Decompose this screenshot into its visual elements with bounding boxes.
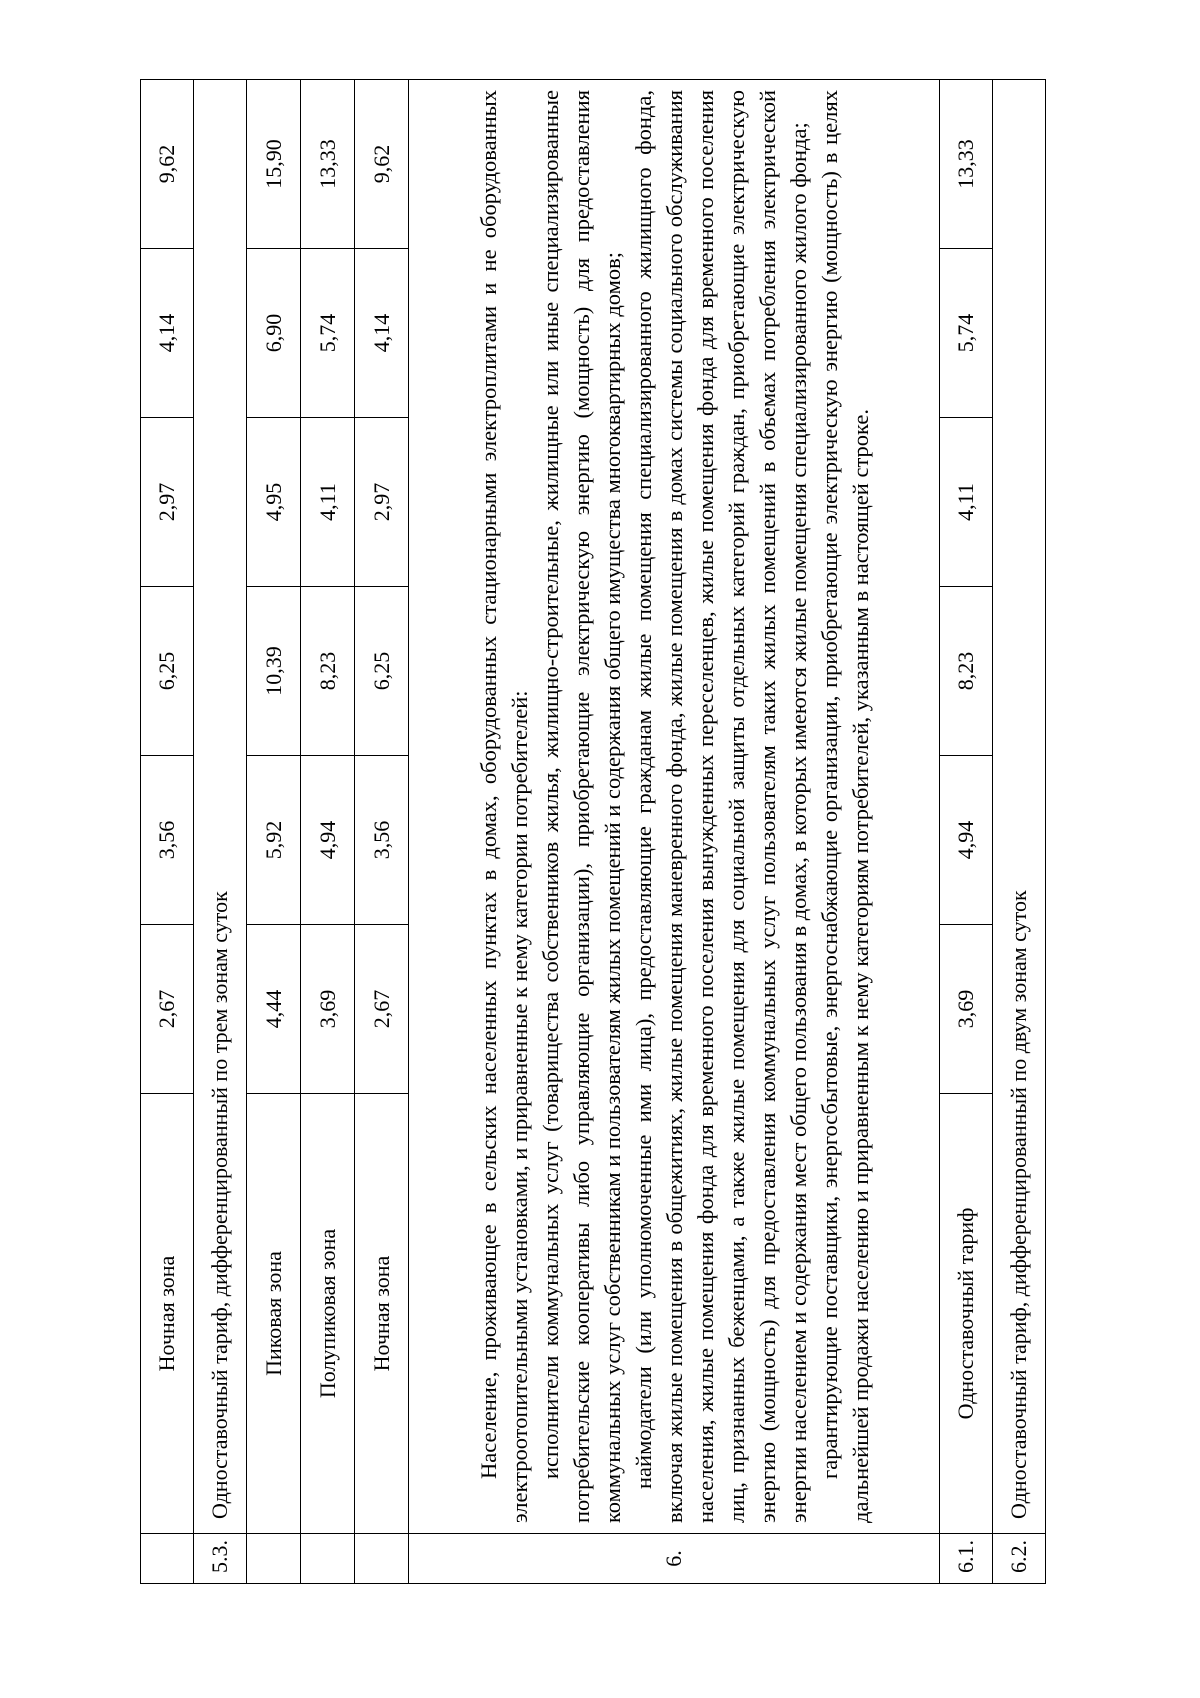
description-paragraph: исполнители коммунальных услуг (товарищества собственников жилья, жилищно-строительные, жилищные или иные специализированные потребительские кооперативы либо управляющие организации), приобретающие электрическую энергию (мощность) для предоставления коммунальных услуг собственникам и пользователям жилых помещений и содержания общего имущества многоквартирных домов; bbox=[537, 90, 625, 1523]
row-number bbox=[355, 1534, 409, 1584]
row-name: Ночная зона bbox=[355, 1094, 409, 1534]
value-cell: 4,14 bbox=[141, 249, 194, 418]
tariff-table bbox=[140, 79, 1046, 1584]
table-row bbox=[301, 80, 355, 1584]
table-row bbox=[141, 80, 194, 1584]
row-name: Одноставочный тариф bbox=[940, 1094, 993, 1534]
table-row bbox=[940, 80, 993, 1584]
value-cell: 4,95 bbox=[247, 418, 301, 587]
row-number bbox=[247, 1534, 301, 1584]
row-name: Пиковая зона bbox=[247, 1094, 301, 1534]
value-cell: 4,14 bbox=[355, 249, 409, 418]
row-number: 5.3. bbox=[194, 1534, 247, 1584]
value-cell: 2,67 bbox=[141, 925, 194, 1094]
row-number: 6.2. bbox=[993, 1534, 1046, 1584]
description-paragraph: Население, проживающее в сельских населенных пунктах в домах, оборудованных стационарными электроплитами и не оборудованных электроотопительными установками, и приравненные к нему категории потребителей: bbox=[475, 90, 532, 1523]
value-cell: 6,25 bbox=[141, 587, 194, 756]
table-row bbox=[194, 80, 247, 1584]
row-number: 6. bbox=[409, 1534, 940, 1584]
rotated-table-container bbox=[140, 80, 1090, 1584]
value-cell: 4,94 bbox=[940, 756, 993, 925]
row-name: Ночная зона bbox=[141, 1094, 194, 1534]
table-row bbox=[409, 80, 940, 1584]
value-cell: 13,33 bbox=[940, 80, 993, 249]
value-cell: 5,92 bbox=[247, 756, 301, 925]
value-cell: 2,67 bbox=[355, 925, 409, 1094]
description-paragraph: гарантирующие поставщики, энергосбытовые, энергоснабжающие организации, приобретающие электрическую энергию (мощность) в целях дальнейшей продажи населению и приравненным к нему категориям потребителей, указанным в настоящей строке. bbox=[816, 90, 873, 1523]
value-cell: 13,33 bbox=[301, 80, 355, 249]
value-cell: 4,11 bbox=[301, 418, 355, 587]
value-cell: 3,69 bbox=[301, 925, 355, 1094]
category-description bbox=[409, 80, 940, 1534]
value-cell: 9,62 bbox=[141, 80, 194, 249]
row-number: 6.1. bbox=[940, 1534, 993, 1584]
value-cell: 6,25 bbox=[355, 587, 409, 756]
value-cell: 4,94 bbox=[301, 756, 355, 925]
table-row bbox=[355, 80, 409, 1584]
value-cell: 4,44 bbox=[247, 925, 301, 1094]
value-cell: 9,62 bbox=[355, 80, 409, 249]
value-cell: 2,97 bbox=[141, 418, 194, 587]
description-paragraph: наймодатели (или уполномоченные ими лица), предоставляющие гражданам жилые помещения специализированного жилищного фонда, включая жилые помещения в общежитиях, жилые помещения маневренного фонда, жилые помещения в домах системы социального обслуживания населения, жилые помещения фонда для временного поселения вынужденных переселенцев, жилые помещения фонда для временного поселения лиц, признанных беженцами, а также жилые помещения для социальной защиты отдельных категорий граждан, приобретающие электрическую энергию (мощность) для предоставления коммунальных услуг пользователям таких жилых помещений в объемах потребления электрической энергии населением и содержания мест общего пользования в домах, в которых имеются жилые помещения специализированного жилого фонда; bbox=[630, 90, 811, 1523]
value-cell: 3,69 bbox=[940, 925, 993, 1094]
value-cell: 5,74 bbox=[940, 249, 993, 418]
value-cell: 8,23 bbox=[940, 587, 993, 756]
value-cell: 6,90 bbox=[247, 249, 301, 418]
value-cell: 3,56 bbox=[141, 756, 194, 925]
value-cell: 4,11 bbox=[940, 418, 993, 587]
table-row bbox=[247, 80, 301, 1584]
row-number bbox=[301, 1534, 355, 1584]
section-title: Одноставочный тариф, дифференцированный по трем зонам суток bbox=[194, 80, 247, 1534]
value-cell: 2,97 bbox=[355, 418, 409, 587]
row-number bbox=[141, 1534, 194, 1584]
row-name: Полупиковая зона bbox=[301, 1094, 355, 1534]
section-title: Одноставочный тариф, дифференцированный по двум зонам суток bbox=[993, 80, 1046, 1534]
value-cell: 5,74 bbox=[301, 249, 355, 418]
value-cell: 8,23 bbox=[301, 587, 355, 756]
value-cell: 10,39 bbox=[247, 587, 301, 756]
table-row bbox=[993, 80, 1046, 1584]
value-cell: 15,90 bbox=[247, 80, 301, 249]
value-cell: 3,56 bbox=[355, 756, 409, 925]
